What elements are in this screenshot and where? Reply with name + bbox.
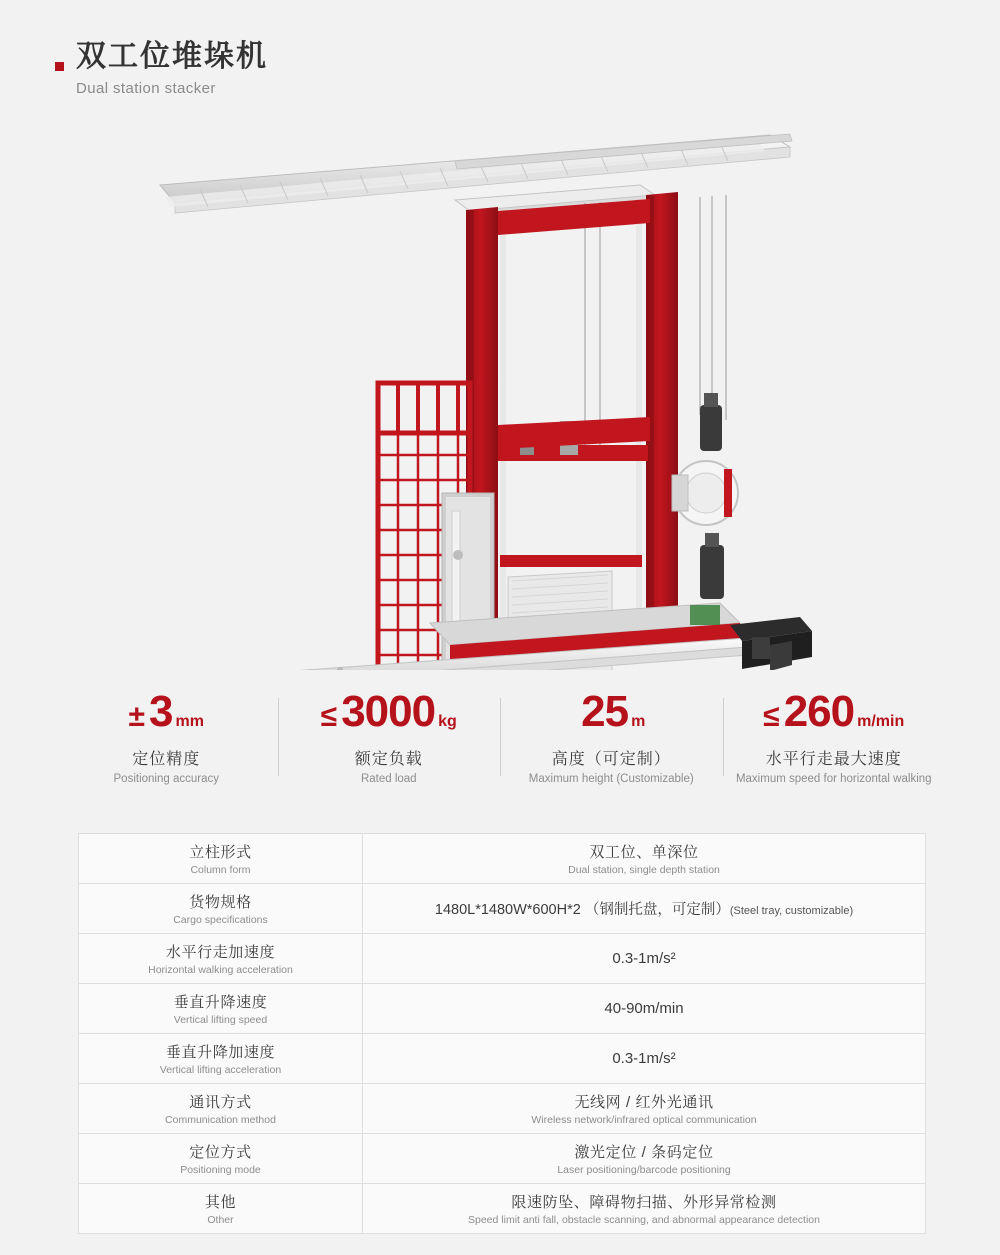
spec-key-cn: 立柱形式	[189, 844, 252, 861]
spec-value-cn: 限速防坠、障碍物扫描、外形异常检测	[511, 1194, 777, 1211]
spec-key-en: Vertical lifting acceleration	[159, 1064, 282, 1076]
spec-key-en: Cargo specifications	[173, 914, 268, 926]
spec-value-line	[435, 898, 853, 919]
spec-key	[79, 834, 363, 883]
spec-key-en: Vertical lifting speed	[173, 1014, 268, 1026]
spec-value-single: 40-90m/min	[604, 1000, 684, 1017]
kpi-value	[284, 687, 495, 736]
hoist-drum	[672, 461, 738, 525]
spec-key-cn: 其他	[204, 1194, 237, 1211]
table-row	[79, 1134, 925, 1184]
spec-value-en: Speed limit anti fall, obstacle scanning, and abnormal appearance detection	[468, 1214, 820, 1226]
spec-value	[363, 1084, 925, 1133]
spec-key-en: Column form	[190, 864, 251, 876]
kpi-label-cn: 额定负载	[354, 751, 423, 768]
kpi-symbol: ≤	[320, 700, 338, 733]
kpi-symbol: ±	[128, 700, 146, 733]
spec-value-single: 0.3-1m/s²	[612, 1050, 676, 1067]
kpi-number: 260	[783, 687, 855, 736]
kpi-label-en: Rated load	[360, 773, 417, 785]
kpi-label-en: Maximum height (Customizable)	[528, 773, 694, 785]
spec-value-small: (Steel tray, customizable)	[729, 905, 854, 917]
product-image	[0, 125, 1000, 670]
spec-key-cn: 水平行走加速度	[165, 944, 276, 961]
table-row	[79, 1184, 925, 1234]
table-row	[79, 984, 925, 1034]
kpi-label-en: Positioning accuracy	[113, 773, 219, 785]
spec-value	[363, 1184, 925, 1233]
header-bullet-icon	[55, 62, 64, 71]
spec-value	[363, 1134, 925, 1183]
spec-key-cn: 垂直升降加速度	[165, 1044, 276, 1061]
spec-key	[79, 1084, 363, 1133]
spec-value-main: 1480L*1480W*600H*2 （钢制托盘，可定制）	[434, 902, 730, 918]
spec-key-en: Communication method	[165, 1114, 276, 1126]
kpi-label-cn: 高度（可定制）	[551, 751, 671, 768]
table-row	[79, 884, 925, 934]
kpi-symbol: ≤	[763, 700, 780, 733]
spec-value	[363, 884, 925, 933]
spec-value-cn: 无线网 / 红外光通讯	[574, 1094, 714, 1111]
page-title: 双工位堆垛机	[76, 40, 268, 73]
kpi-value	[729, 687, 940, 736]
spec-key	[79, 1184, 363, 1233]
spec-value-en: Laser positioning/barcode positioning	[557, 1164, 731, 1176]
spec-value	[363, 934, 925, 983]
page-header	[55, 40, 268, 97]
kpi-number: 3	[149, 687, 173, 736]
table-row	[79, 834, 925, 884]
kpi-value	[506, 687, 717, 736]
table-row	[79, 934, 925, 984]
spec-key	[79, 1034, 363, 1083]
kpi-value	[61, 687, 272, 736]
stacker-crane-illustration	[0, 125, 1000, 670]
spec-value-cn: 激光定位 / 条码定位	[574, 1144, 714, 1161]
spec-key	[79, 984, 363, 1033]
spec-value-single: 0.3-1m/s²	[612, 950, 676, 967]
kpi-row	[55, 687, 945, 788]
upper-cross-beams	[498, 199, 650, 449]
kpi-unit: m/min	[857, 713, 905, 730]
spec-key-cn: 定位方式	[189, 1144, 252, 1161]
kpi-maximum-height	[500, 687, 723, 788]
kpi-unit: kg	[438, 713, 457, 730]
kpi-unit: mm	[175, 713, 204, 730]
page-subtitle: Dual station stacker	[76, 79, 216, 97]
spec-key	[79, 884, 363, 933]
spec-key	[79, 1134, 363, 1183]
kpi-max-horizontal-speed	[723, 687, 946, 788]
spec-key-cn: 垂直升降速度	[173, 994, 268, 1011]
kpi-label-cn: 水平行走最大速度	[765, 751, 902, 768]
header-titles	[76, 40, 268, 97]
spec-key	[79, 934, 363, 983]
spec-value	[363, 984, 925, 1033]
kpi-number: 25	[581, 687, 629, 736]
spec-value-en: Dual station, single depth station	[568, 864, 720, 876]
kpi-unit: m	[631, 713, 646, 730]
spec-key-cn: 通讯方式	[189, 1094, 252, 1111]
kpi-label-cn: 定位精度	[132, 751, 201, 768]
spec-value-cn: 双工位、单深位	[589, 844, 699, 861]
specification-table	[78, 833, 926, 1234]
kpi-label-en: Maximum speed for horizontal walking	[735, 773, 932, 785]
spec-key-cn: 货物规格	[189, 894, 252, 911]
spec-value	[363, 1034, 925, 1083]
spec-value-en: Wireless network/infrared optical communication	[531, 1114, 757, 1126]
spec-value	[363, 834, 925, 883]
spec-key-en: Horizontal walking acceleration	[148, 964, 293, 976]
end-carriage	[730, 617, 812, 670]
kpi-rated-load	[278, 687, 501, 788]
table-row	[79, 1034, 925, 1084]
spec-key-en: Positioning mode	[180, 1164, 261, 1176]
table-row	[79, 1084, 925, 1134]
kpi-number: 3000	[341, 687, 436, 736]
spec-key-en: Other	[207, 1214, 234, 1226]
kpi-positioning-accuracy	[55, 687, 278, 788]
